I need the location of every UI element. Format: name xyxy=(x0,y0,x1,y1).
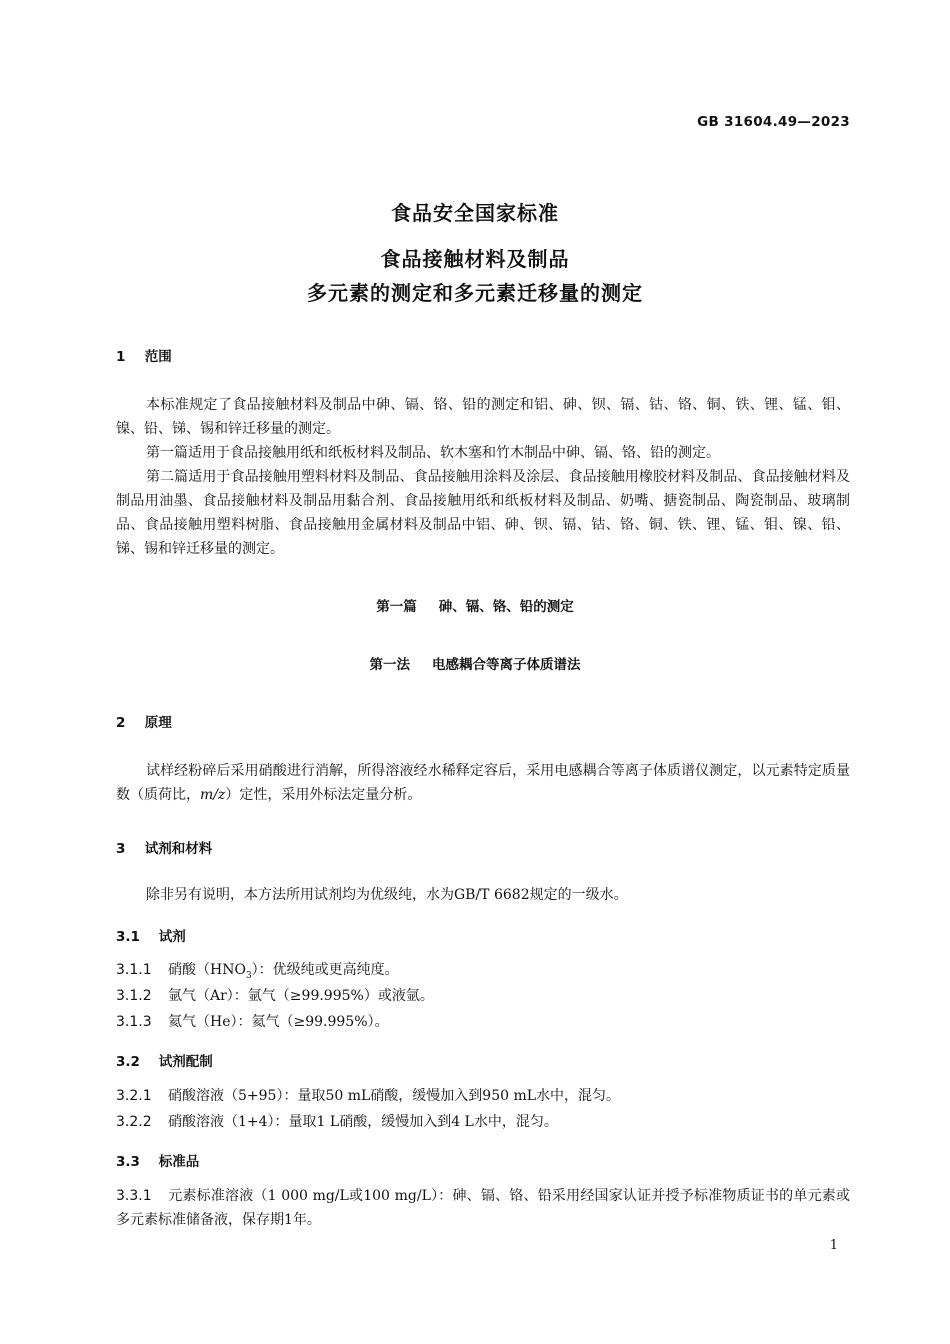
section-number: 3 xyxy=(116,841,126,857)
item-text-part-b: ）：优级纯或更高纯度。 xyxy=(251,962,399,978)
item-number: 3.2.1 xyxy=(116,1088,152,1104)
document-title-line1: 食品安全国家标准 xyxy=(391,201,559,225)
section-title: 试剂配制 xyxy=(158,1054,213,1070)
section-title: 原理 xyxy=(144,715,172,731)
section-title: 标准品 xyxy=(158,1154,200,1170)
item-3-2-2 xyxy=(116,1110,850,1134)
section-3-heading xyxy=(116,837,212,857)
principle-text-part-a: 试样经粉碎后采用硝酸进行消解，所得溶液经水稀释定容后，采用电感耦合等离子体质谱仪测定，以元素特定质量数（质荷比， xyxy=(116,763,850,803)
mass-charge-ratio: m/z xyxy=(200,787,226,803)
item-3-1-2 xyxy=(116,984,850,1008)
item-text: 硝酸溶液（5+95）：量取50 mL硝酸，缓慢加入到950 mL水中，混匀。 xyxy=(168,1088,621,1104)
method-title: 电感耦合等离子体质谱法 xyxy=(432,657,581,673)
method-label: 第一法 xyxy=(369,657,410,673)
section-title: 试剂和材料 xyxy=(144,841,213,857)
principle-text-part-b: ）定性，采用外标法定量分析。 xyxy=(225,787,422,803)
section-title: 试剂 xyxy=(158,929,186,945)
section-1-paragraph-1: 本标准规定了食品接触材料及制品中砷、镉、铬、铅的测定和铝、砷、钡、镉、钴、铬、铜、铁、锂、锰、钼、镍、铅、锑、锡和锌迁移量的测定。 xyxy=(116,397,850,437)
item-text: 硝酸溶液（1+4）：量取1 L硝酸，缓慢加入到4 L水中，混匀。 xyxy=(168,1114,558,1130)
section-2-paragraph xyxy=(116,759,850,807)
document-title-line2: 食品接触材料及制品 xyxy=(380,247,570,271)
section-3-1-heading xyxy=(116,925,186,945)
section-2-heading xyxy=(116,711,172,731)
item-number: 3.1.2 xyxy=(116,988,152,1004)
item-3-3-1 xyxy=(116,1184,850,1232)
page-number: 1 xyxy=(829,1238,838,1253)
section-3-paragraph: 除非另有说明，本方法所用试剂均为优级纯，水为GB/T 6682规定的一级水。 xyxy=(146,887,628,903)
section-number: 1 xyxy=(116,349,126,365)
section-number: 2 xyxy=(116,715,126,731)
item-number: 3.1.1 xyxy=(116,962,152,978)
section-number: 3.2 xyxy=(116,1054,140,1070)
standard-number: GB 31604.49—2023 xyxy=(697,114,850,130)
item-3-2-1 xyxy=(116,1084,850,1108)
section-title: 范围 xyxy=(144,349,172,365)
item-text: 氦气（He）：氦气（≥99.995%）。 xyxy=(168,1014,389,1030)
item-number: 3.3.1 xyxy=(116,1188,152,1204)
item-text: 元素标准溶液（1 000 mg/L或100 mg/L）：砷、镉、铬、铅采用经国家认证并授予标准物质证书的单元素或多元素标准储备液，保存期1年。 xyxy=(116,1188,850,1228)
item-text-part-a: 硝酸（HNO xyxy=(168,962,246,978)
part-label: 第一篇 xyxy=(376,599,417,615)
section-1-heading xyxy=(116,345,172,365)
section-3-3-heading xyxy=(116,1150,199,1170)
item-number: 3.1.3 xyxy=(116,1014,152,1030)
section-number: 3.3 xyxy=(116,1154,140,1170)
part-title: 砷、镉、铬、铅的测定 xyxy=(438,599,574,615)
item-text: 氩气（Ar）：氩气（≥99.995%）或液氩。 xyxy=(168,988,434,1004)
section-1-paragraph-2: 第一篇适用于食品接触用纸和纸板材料及制品、软木塞和竹木制品中砷、镉、铬、铅的测定。 xyxy=(146,445,720,461)
section-number: 3.1 xyxy=(116,929,140,945)
section-3-2-heading xyxy=(116,1050,213,1070)
subscript: 3 xyxy=(245,970,252,981)
item-3-1-3 xyxy=(116,1010,850,1034)
item-number: 3.2.2 xyxy=(116,1114,152,1130)
document-title-line3: 多元素的测定和多元素迁移量的测定 xyxy=(307,281,643,305)
part-1-heading xyxy=(0,595,950,615)
method-1-heading xyxy=(0,653,950,673)
section-1-paragraph-3: 第二篇适用于食品接触用塑料材料及制品、食品接触用涂料及涂层、食品接触用橡胶材料及制品、食品接触材料及制品用油墨、食品接触材料及制品用黏合剂、食品接触用纸和纸板材料及制品、奶嘴、搪瓷制品、陶瓷制品、玻璃制品、食品接触用塑料树脂、食品接触用金属材料及制品中铝、砷、钡、镉、钴、铬、铜、铁、锂、锰、钼、镍、铅、锑、锡和锌迁移量的测定。 xyxy=(116,469,850,557)
